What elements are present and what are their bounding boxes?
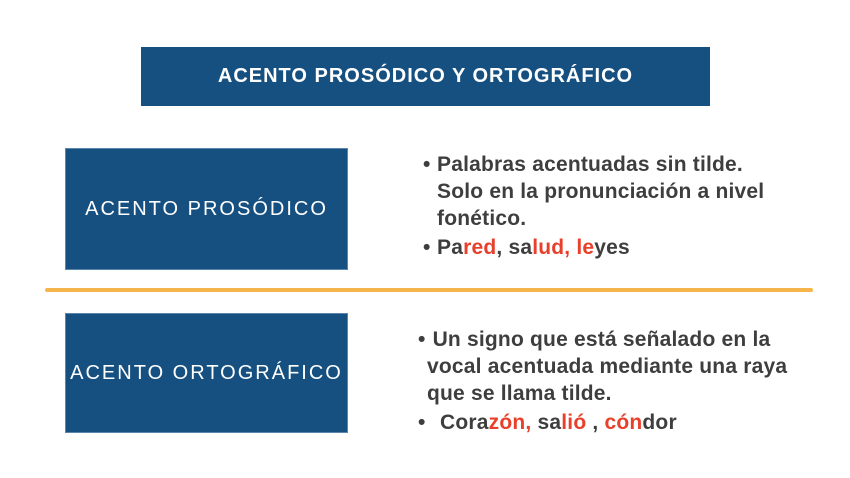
example-word-part: red	[463, 236, 497, 259]
example-words	[437, 234, 835, 261]
description-line-text: Un signo que está señalado en la	[432, 328, 771, 351]
section-content-ortografico	[418, 326, 838, 436]
bullet-dot: •	[418, 328, 426, 351]
example-word-part: lió	[561, 411, 587, 434]
section-label-ortografico: ACENTO ORTOGRÁFICO	[70, 361, 343, 384]
section-divider	[45, 288, 813, 292]
example-word-part: cón	[604, 411, 643, 434]
example-words	[440, 409, 677, 436]
example-word-part: ,	[586, 411, 605, 434]
bullet-dot: •	[418, 411, 426, 434]
example-word-part: , sa	[496, 236, 533, 259]
section-label-box-ortografico	[65, 313, 348, 433]
description-line	[418, 326, 838, 353]
example-word-part: sa	[531, 411, 562, 434]
description-line: vocal acentuada mediante una raya	[427, 355, 788, 378]
section-label-prosodico: ACENTO PROSÓDICO	[85, 197, 328, 220]
example-bullet	[418, 409, 838, 436]
bullet-dot: •	[423, 236, 431, 259]
description-text	[418, 326, 838, 407]
example-word-part: Cora	[440, 411, 489, 434]
description-line: fonético.	[437, 207, 527, 230]
example-bullet	[423, 234, 835, 261]
description-line: Palabras acentuadas sin tilde.	[437, 153, 743, 176]
description-text	[437, 151, 835, 232]
example-word-part: zón,	[488, 411, 532, 434]
example-word-part: yes	[594, 236, 630, 259]
description-line: Solo en la pronunciación a nivel	[437, 180, 765, 203]
example-word-part: dor	[642, 411, 677, 434]
description-bullet	[423, 151, 835, 232]
bullet-dot: •	[423, 153, 431, 176]
section-content-prosodico	[423, 151, 835, 261]
description-line: que se llama tilde.	[427, 382, 612, 405]
example-word-part: Pa	[437, 236, 464, 259]
page-title: ACENTO PROSÓDICO Y ORTOGRÁFICO	[217, 65, 634, 87]
section-label-box-prosodico	[65, 148, 348, 270]
example-word-part: lud, le	[532, 236, 595, 259]
title-banner	[141, 47, 710, 106]
